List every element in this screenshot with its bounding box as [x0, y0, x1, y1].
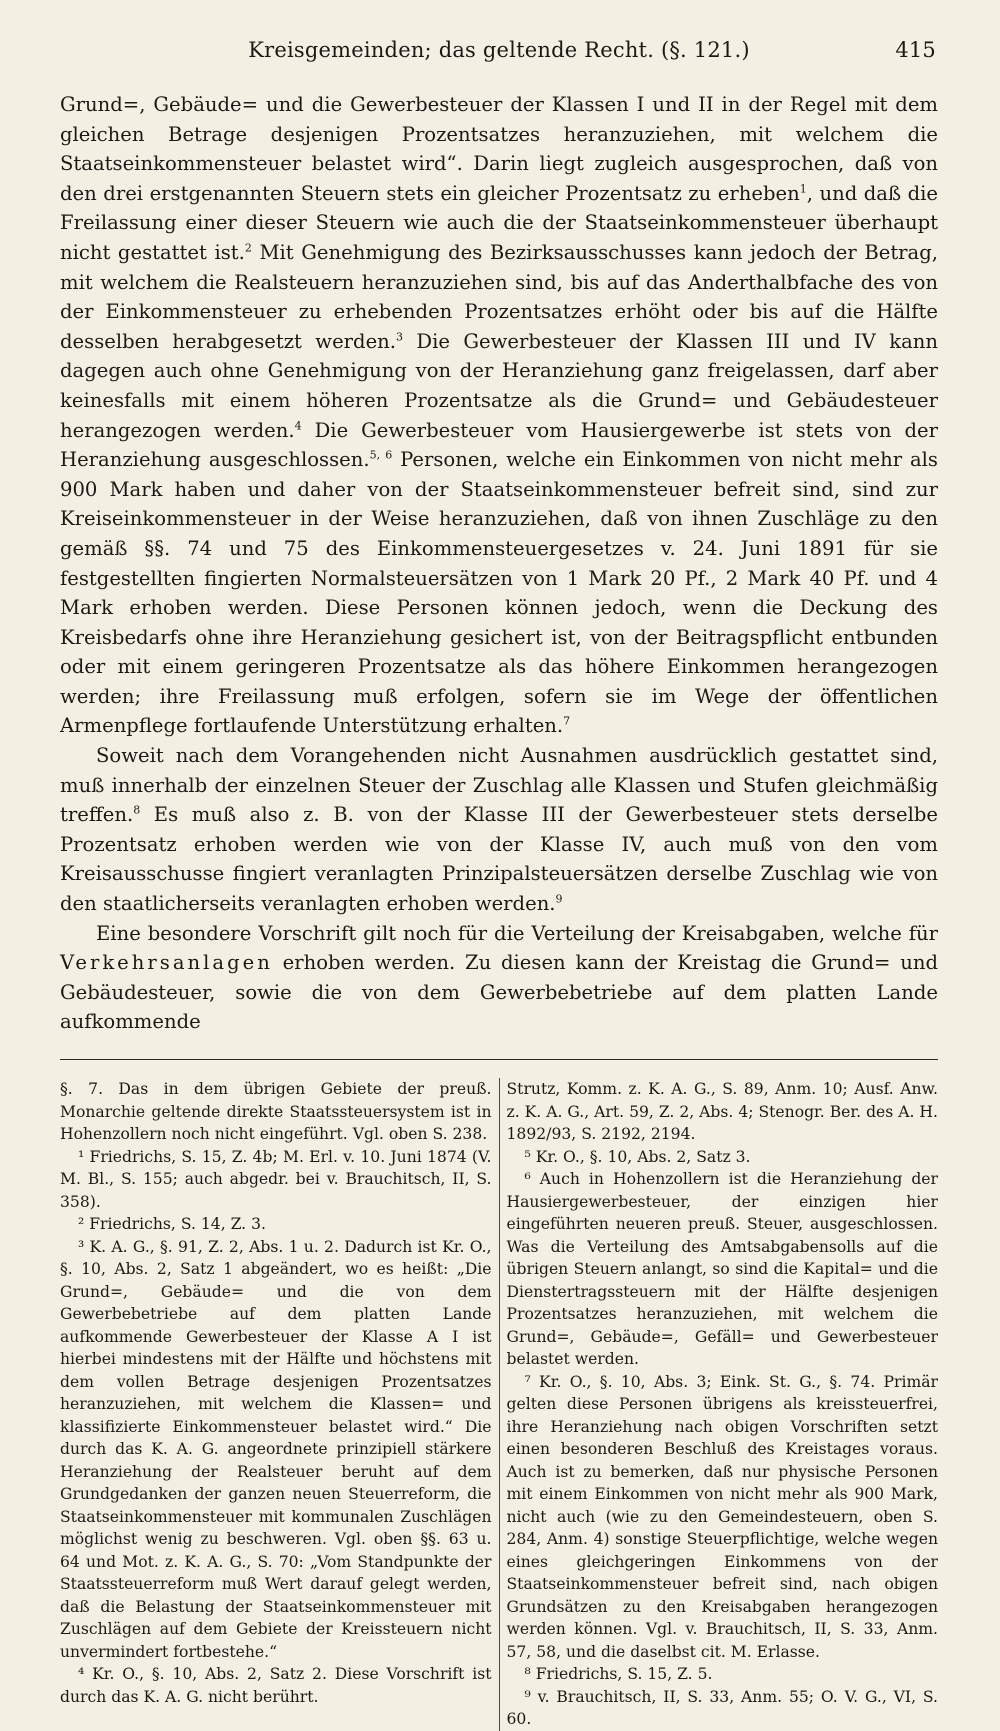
paragraph-1: [60, 90, 938, 741]
paragraph-3: [60, 919, 938, 1037]
book-page: [60, 38, 939, 1728]
text-run: Soweit nach dem Vorangehenden nicht Ausnahmen ausdrücklich gestattet sind, muß innerhalb der einzelnen Steuer der Zuschlag alle Klassen und Stufen gleichmäßig treffen.: [60, 744, 938, 827]
spaced-term: Verkehrsanlagen: [60, 951, 273, 975]
text-run: Eine besondere Vorschrift gilt noch für die Verteilung der Kreisabgaben, welche für: [96, 921, 938, 945]
column-divider: [499, 1078, 500, 1731]
main-text: [60, 90, 938, 1037]
footnote-section-note: §. 7. Das in dem übrigen Gebiete der preuß. Monarchie geltende direkte Staatssteuersystem ist in Hohenzollern noch nicht eingeführt. Vgl. oben S. 238.: [60, 1080, 492, 1143]
footnote-ref: 4: [294, 419, 302, 432]
footnote-1: ¹ Friedrichs, S. 15, Z. 4b; M. Erl. v. 10. Juni 1874 (V. M. Bl., S. 155; auch abgedr. bei v. Brauchitsch, II, S. 358).: [60, 1147, 492, 1211]
footnote-4: ⁴ Kr. O., §. 10, Abs. 2, Satz 2. Diese Vorschrift ist durch das K. A. G. nicht berührt.: [60, 1665, 492, 1706]
text-run: , und daß die Freilassung einer dieser Steuern wie auch die der Staatseinkommensteuer überhaupt nicht gestattet ist.: [60, 181, 938, 264]
footnote-8: ⁸ Friedrichs, S. 15, Z. 5.: [524, 1665, 713, 1683]
footnote-9: ⁹ v. Brauchitsch, II, S. 33, Anm. 55; O. V. G., VI, S. 60.: [506, 1687, 938, 1728]
text-run: Personen, welche ein Einkommen von nicht mehr als 900 Mark haben und daher von der Staatseinkommensteuer befreit sind, sind zur Kreiseinkommensteuer in der Weise heranzuziehen, daß von ihnen Zuschläge zu den gemäß §§. 74 und 75 des Einkommensteuergesetzes v. 24. Juni 1891 für sie festgestellten fingierten Normalsteuersätzen von 1 Mark 20 Pf., 2 Mark 40 Pf. und 4 Mark erhoben werden. Diese Personen können jedoch, wenn die Deckung des Kreisbedarfs ohne ihre Heranziehung gesichert ist, von der Beitragspflicht entbunden oder mit einem geringeren Prozentsatze als das höhere Einkommen herangezogen werden; ihre Freilassung muß erfolgen, sofern sie im Wege der öffentlichen Armenpflege fortlaufende Unterstützung erhalten.: [60, 448, 938, 738]
footnote-column-right: [507, 1078, 939, 1731]
text-run: Grund=, Gebäude= und die Gewerbesteuer der Klassen I und II in der Regel mit dem gleichen Betrage desjenigen Prozentsatzes heranzuziehen, mit welchem die Staatseinkommensteuer belastet wird“. Darin liegt zugleich ausgesprochen, daß von den drei erstgenannten Steuern stets ein gleicher Prozentsatz zu erheben: [60, 93, 938, 205]
footnote-ref: 2: [244, 241, 252, 255]
footnote-column-left: [60, 1078, 492, 1731]
text-run: Die Gewerbesteuer vom Hausiergewerbe ist stets von der Heranziehung ausgeschlossen.: [60, 418, 938, 472]
footnote-7: ⁷ Kr. O., §. 10, Abs. 3; Eink. St. G., §. 74. Primär gelten diese Personen übrigens als kreissteuerfrei, ihre Heranziehung nach obigen Vorschriften setzt einen besonderen Beschluß des Kreistages voraus. Auch ist zu bemerken, daß nur physische Personen mit einem Einkommen von nicht mehr als 900 Mark, nicht auch (wie zu den Gemeindesteuern, oben S. 284, Anm. 4) sonstige Steuerpflichtige, welche wegen eines gleichgeringen Einkommens von der Staatseinkommensteuer befreit sind, nach obigen Grundsätzen zu den Kreisabgaben herangezogen werden können. Vgl. v. Brauchitsch, II, S. 33, Anm. 57, 58, und die daselbst cit. M. Erlasse.: [506, 1372, 938, 1661]
footnote-ref: 5, 6: [369, 448, 393, 462]
text-run: erhoben werden. Zu diesen kann der Kreistag die Grund= und Gebäudesteuer, sowie die von dem Gewerbebetriebe auf dem platten Lande aufkommende: [60, 951, 938, 1034]
footnote-5: ⁵ Kr. O., §. 10, Abs. 2, Satz 3.: [524, 1147, 751, 1166]
footnote-ref: 1: [799, 182, 807, 196]
footnote-rule: [60, 1059, 938, 1060]
footnote-3: ³ K. A. G., §. 91, Z. 2, Abs. 1 u. 2. Dadurch ist Kr. O., §. 10, Abs. 2, Satz 1 abgeändert, wo es heißt: „Die Grund=, Gebäude= und die von dem Gewerbebetriebe auf dem platten Lande aufkommende Gewerbesteuer der Klasse A I ist hierbei mindestens mit der Hälfte und höchstens mit dem vollen Betrage desjenigen Prozentsatzes heranzuziehen, mit welchem die Klassen= und klassifizierte Einkommensteuer belastet wird.“ Die durch das K. A. G. angeordnete prinzipiell stärkere Heranziehung der Realsteuer beruht auf dem Grundgedanken der ganzen neuen Steuerreform, die Staatseinkommensteuer mit kommunalen Zuschlägen möglichst wenig zu beschweren. Vgl. oben §§. 63 u. 64 und Mot. z. K. A. G., S. 70: „Vom Standpunkte der Staatssteuerreform muß Wert darauf gelegt werden, daß die Belastung der Staatseinkommensteuer mit Zuschlägen auf dem Gebiete der Kreissteuern nicht unvermindert fortbestehe.“: [60, 1237, 492, 1661]
text-run: Mit Genehmigung des Bezirksausschusses kann jedoch der Betrag, mit welchem die Realsteuern heranzuziehen sind, bis auf das Anderthalbfache des von der Einkommensteuer zu erhebenden Prozentsatzes erhöht oder bis auf die Hälfte desselben herabgesetzt werden.: [60, 240, 939, 353]
footnote-ref: 3: [396, 330, 404, 344]
footnote-ref: 8: [133, 803, 141, 817]
text-run: Es muß also z. B. von der Klasse III der Gewerbesteuer stets derselbe Prozentsatz erhoben werden wie von der Klasse IV, auch muß von den vom Kreisausschusse fingiert veranlagten Prinzipalsteuersätzen derselbe Zuschlag wie von den staatlicherseits veranlagten erhoben werden.: [60, 803, 938, 916]
footnote-ref: 9: [555, 892, 563, 906]
running-title: Kreisgemeinden; das geltende Recht. (§. 121.): [248, 38, 750, 62]
footnote-4-continued: Strutz, Komm. z. K. A. G., S. 89, Anm. 10; Ausf. Anw. z. K. A. G., Art. 59, Z. 2, Abs. 4; Stenogr. Ber. des A. H. 1892/93, S. 2192, 2194.: [506, 1080, 938, 1143]
footnote-6: ⁶ Auch in Hohenzollern ist die Heranziehung der Hausiergewerbesteuer, der einzigen hier eingeführten neueren preuß. Steuer, ausgeschlossen. Was die Verteilung des Amtsabgabensolls auf die übrigen Steuern anlangt, so sind die Kapital= und die Dienstertragssteuern mit der Hälfte desjenigen Prozentsatzes heranzuziehen, mit welchem die Grund=, Gebäude=, Gefäll= und Gewerbesteuer belastet werden.: [506, 1170, 938, 1368]
footnotes: [60, 1078, 938, 1731]
text-run: Die Gewerbesteuer der Klassen III und IV kann dagegen auch ohne Genehmigung von der Heranziehung ganz freigelassen, darf aber keinesfalls mit einem höheren Prozentsatze als die Grund= und Gebäudesteuer herangezogen werden.: [60, 329, 938, 442]
running-header: [60, 38, 938, 74]
paragraph-2: [60, 741, 938, 919]
footnote-ref: 7: [563, 714, 571, 728]
footnote-2: ² Friedrichs, S. 14, Z. 3.: [78, 1215, 266, 1233]
page-number: 415: [895, 38, 936, 62]
